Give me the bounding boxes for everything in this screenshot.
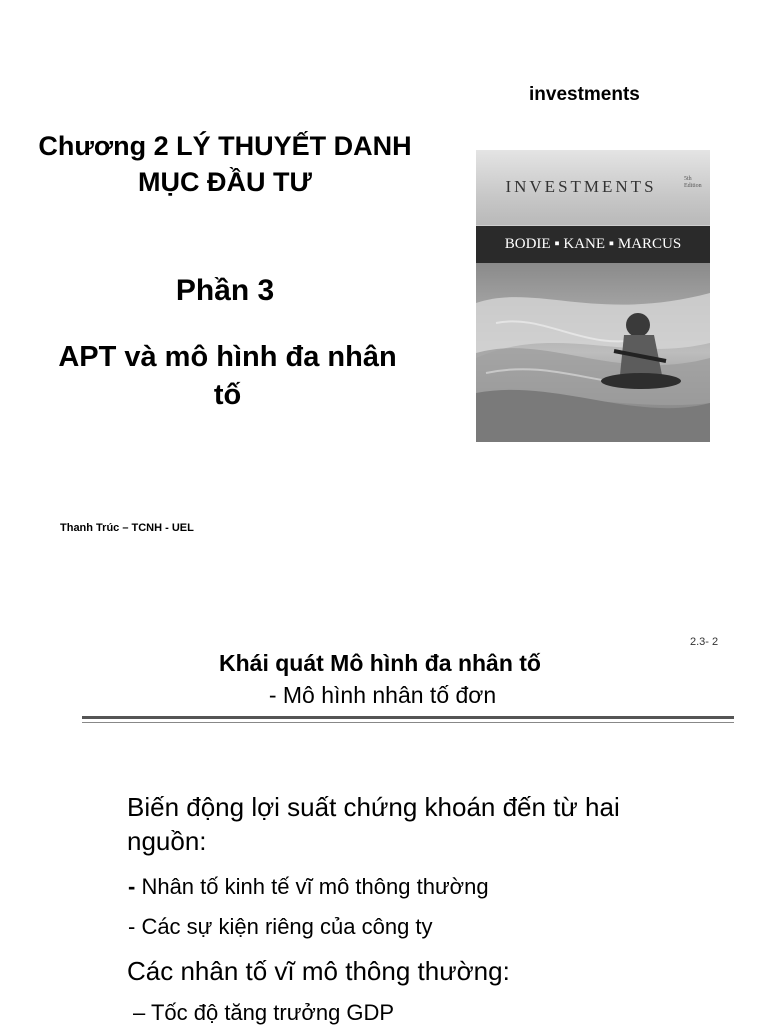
brand-label: investments: [529, 84, 640, 105]
title-divider: [82, 716, 734, 719]
cover-authors: BODIE ▪ KANE ▪ MARCUS: [504, 236, 682, 252]
slide-subtitle-2: - Mô hình nhân tố đơn: [268, 682, 497, 708]
slide-subtitle: APT và mô hình đa nhân tố: [58, 341, 397, 411]
page-number: 2.3- 2: [690, 636, 719, 648]
bullet-item-2: - Các sự kiện riêng của công ty: [128, 914, 433, 939]
bullet-dash: -: [128, 874, 136, 899]
book-cover: [476, 150, 710, 442]
cover-title: INVESTMENTS: [505, 177, 657, 196]
part-title: Phần 3: [175, 274, 275, 307]
sub-bullet-item: – Tốc độ tăng trưởng GDP: [133, 1000, 395, 1025]
kayaker-illustration: [476, 263, 710, 442]
title-divider-thin: [82, 722, 734, 723]
bullet-text: Nhân tố kinh tế vĩ mô thông thường: [135, 874, 489, 899]
body-paragraph: Biến động lợi suất chứng khoán đến từ hai nguồn:: [127, 792, 620, 856]
chapter-title: Chương 2 LÝ THUYẾT DANH MỤC ĐẦU TƯ: [38, 131, 412, 197]
author-credit: Thanh Trúc – TCNH - UEL: [60, 522, 194, 534]
slide-title: Khái quát Mô hình đa nhân tố: [219, 650, 541, 676]
bullet-item: [128, 874, 489, 900]
cover-edition: 5th Edition: [684, 176, 702, 189]
section-heading: Các nhân tố vĩ mô thông thường:: [127, 956, 510, 986]
